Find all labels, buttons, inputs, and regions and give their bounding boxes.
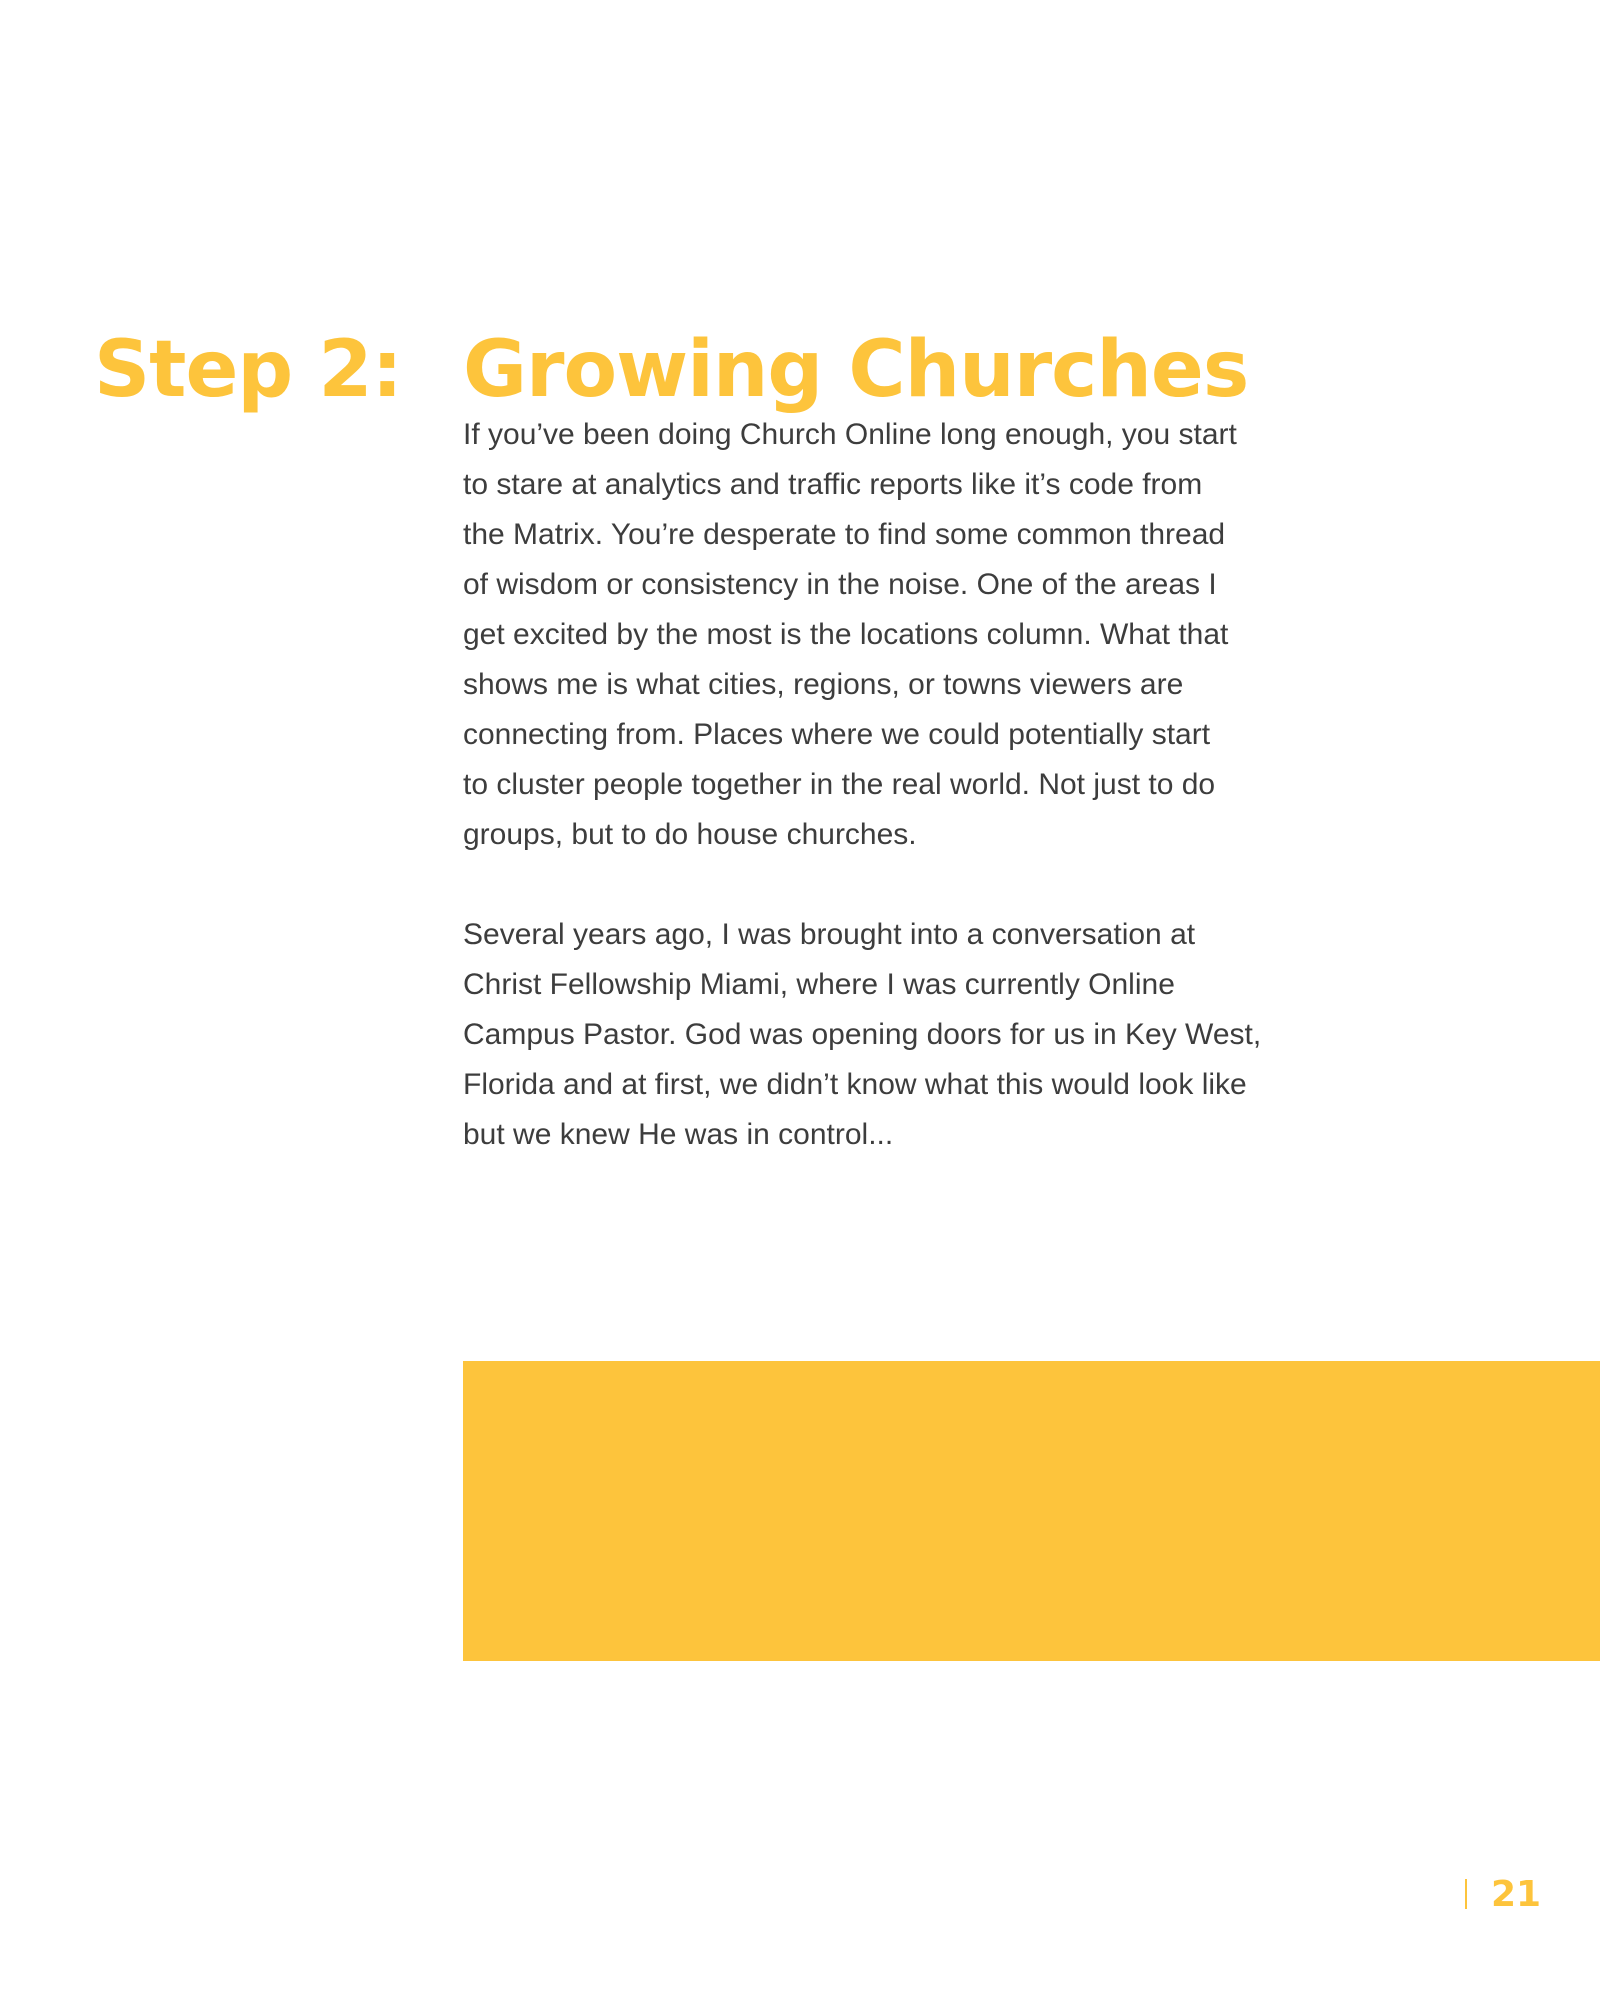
body-text: [463, 410, 1343, 1210]
footer-divider: [1465, 1879, 1467, 1909]
text-line: shows me is what cities, regions, or towns viewers are: [463, 668, 1184, 701]
text-line: the Matrix. You’re desperate to find some common thread: [463, 518, 1226, 551]
section-title: Growing Churches: [463, 325, 1249, 416]
text-line: If you’ve been doing Church Online long enough, you start: [463, 418, 1237, 451]
text-line: connecting from. Places where we could potentially start: [463, 718, 1211, 751]
decorative-color-block: [463, 1361, 1600, 1661]
text-line: Several years ago, I was brought into a conversation at: [463, 918, 1196, 951]
text-line: Florida and at first, we didn’t know what this would look like: [463, 1068, 1247, 1101]
text-line: Campus Pastor. God was opening doors for us in Key West,: [463, 1018, 1262, 1051]
text-line: Christ Fellowship Miami, where I was currently Online: [463, 968, 1175, 1001]
text-line: to cluster people together in the real world. Not just to do: [463, 768, 1216, 801]
text-line: but we knew He was in control...: [463, 1118, 894, 1151]
text-line: get excited by the most is the locations column. What that: [463, 618, 1229, 651]
paragraph-2: [463, 910, 1343, 1160]
text-line: of wisdom or consistency in the noise. One of the areas I: [463, 568, 1217, 601]
text-line: groups, but to do house churches.: [463, 818, 917, 851]
page-number-footer: [1465, 1872, 1541, 1916]
text-line: to stare at analytics and traffic reports like it’s code from: [463, 468, 1203, 501]
step-label: Step 2:: [94, 325, 402, 416]
page-number: 21: [1491, 1873, 1542, 1915]
paragraph-1: [463, 410, 1343, 860]
